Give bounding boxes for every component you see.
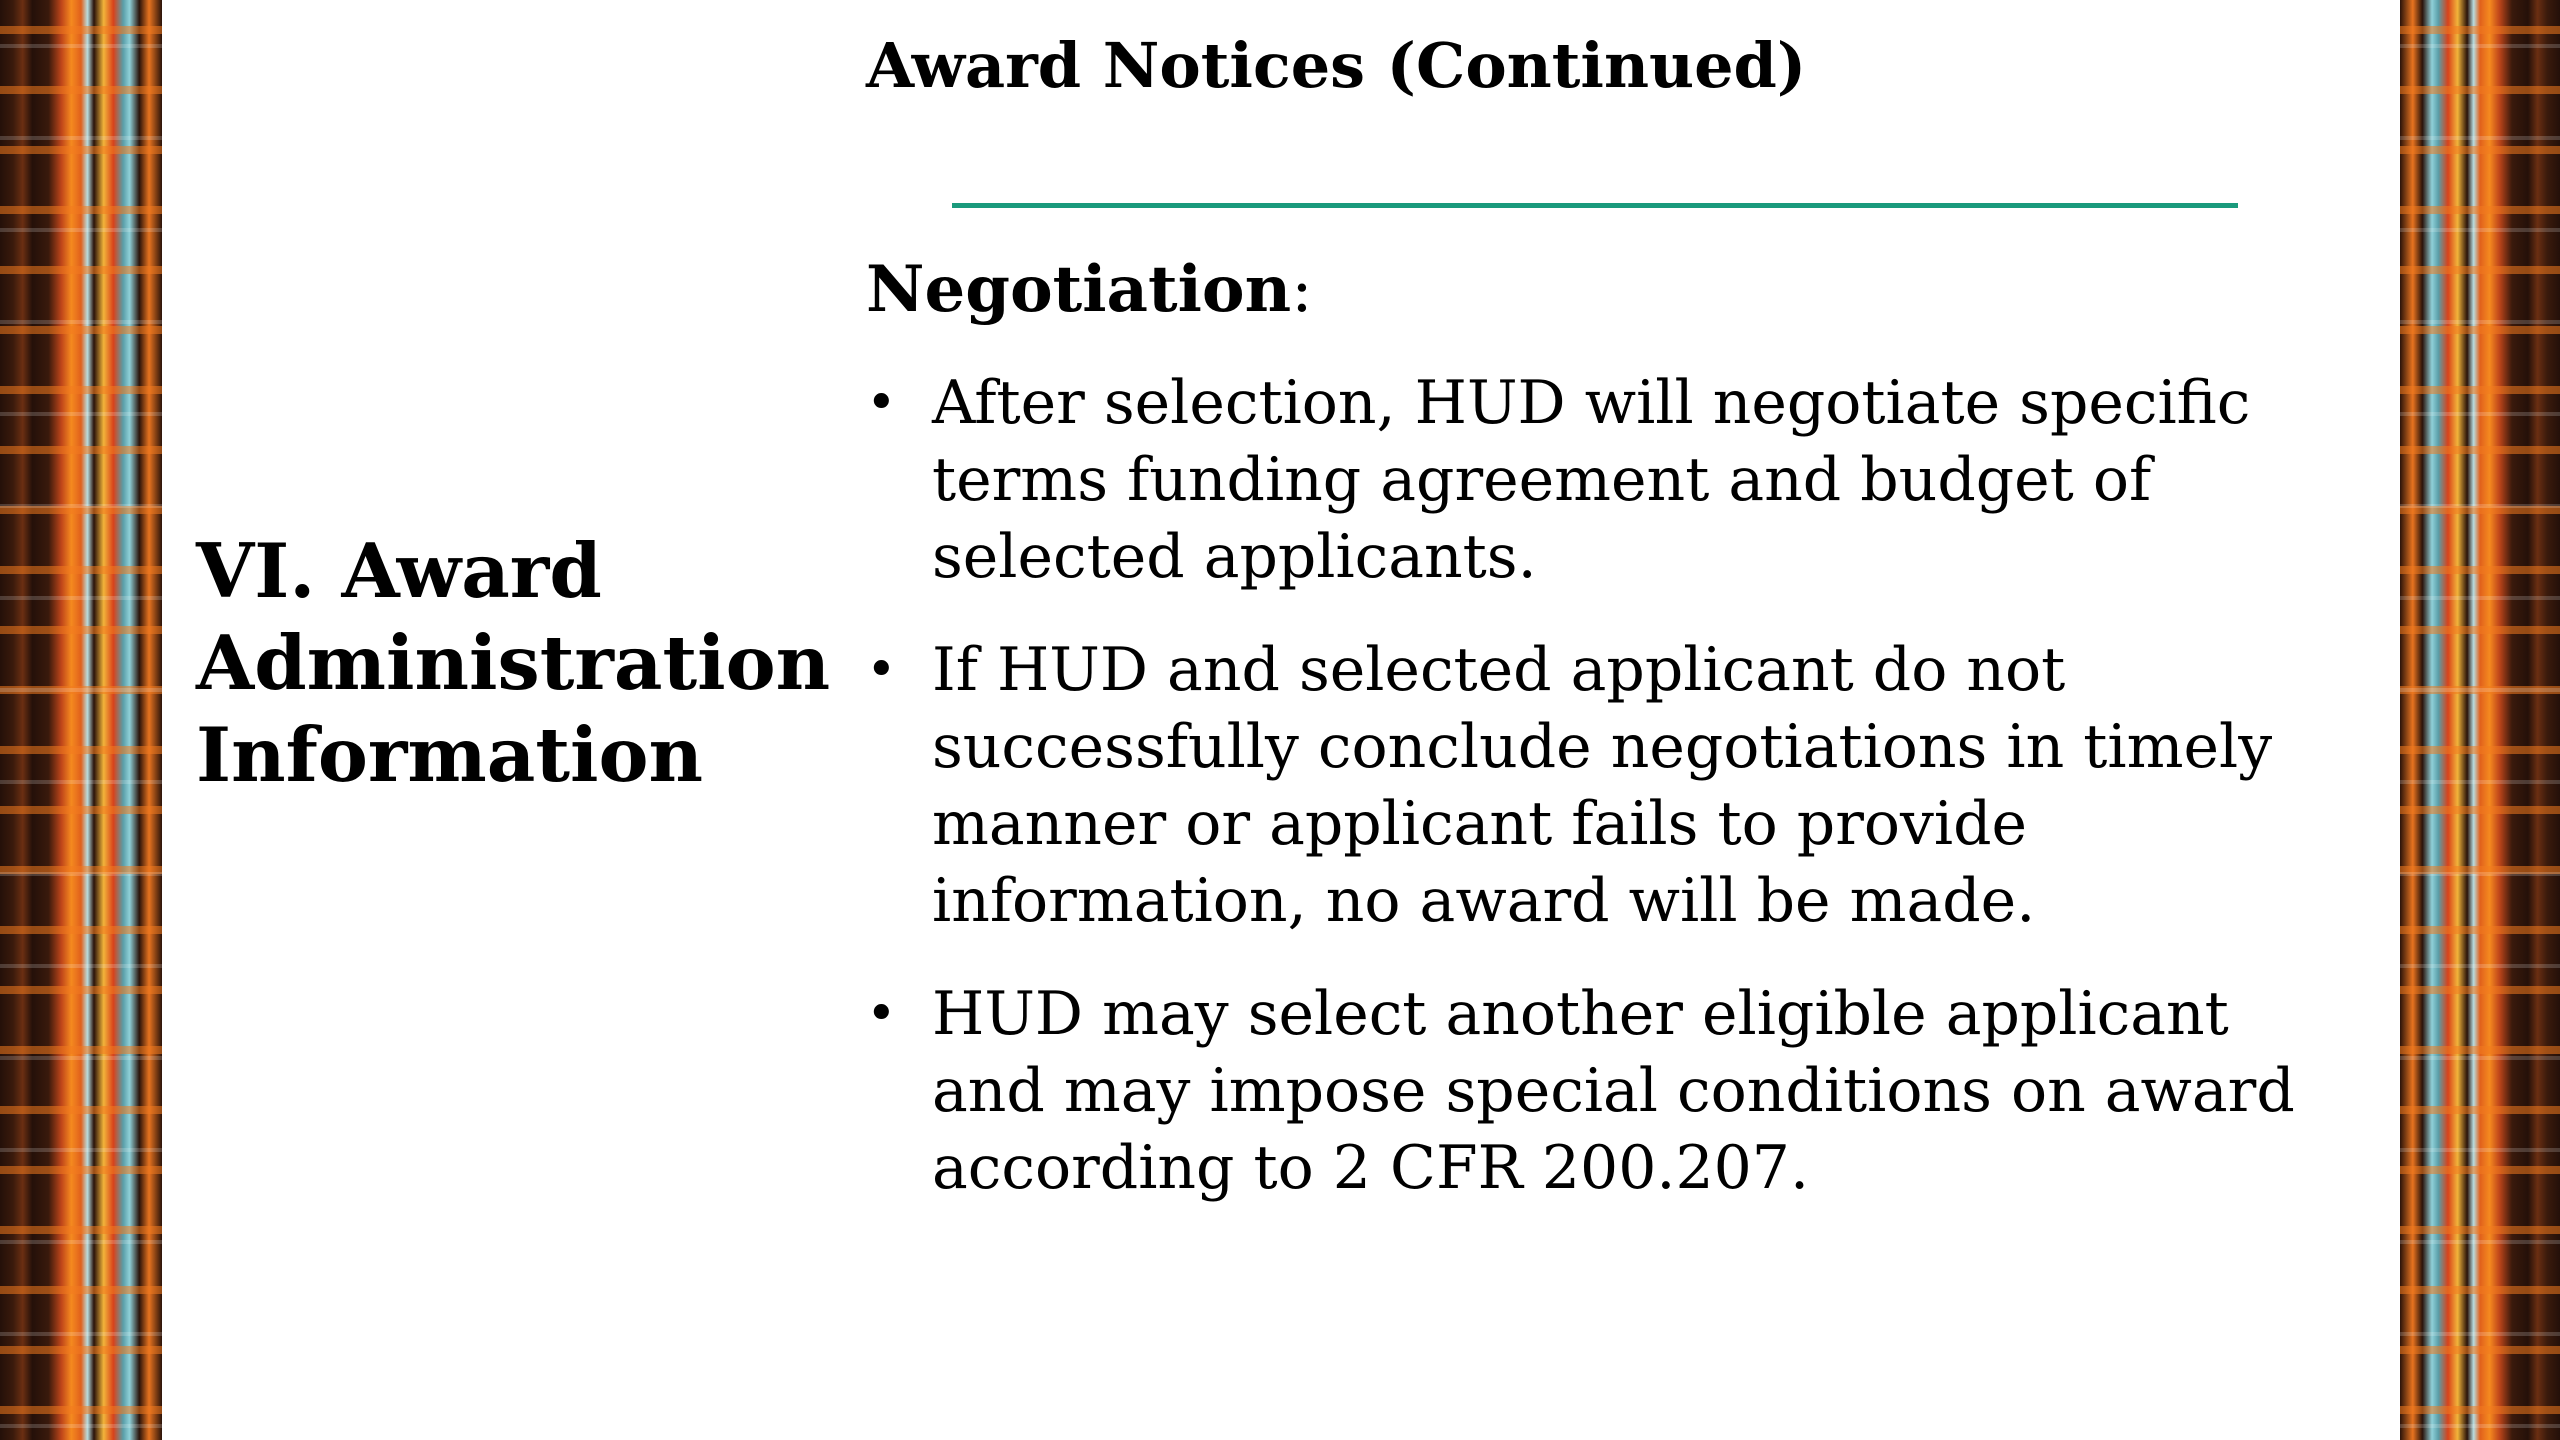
slide-heading: Award Notices (Continued) [866,29,1807,102]
bullet-icon: • [866,640,897,700]
bullet-icon: • [866,984,897,1044]
bullet-item [866,632,2346,940]
bullet-item [866,365,2346,596]
section-title: VI. Award Administration Information [196,527,831,799]
subheading-label: Negotiation [866,252,1292,327]
bullet-list [866,365,2346,1243]
bullet-text: HUD may select another eligible applicant and may impose special conditions on award according to 2 CFR 200.207. [932,979,2295,1203]
left-decorative-border [0,0,162,1440]
bullet-icon: • [866,373,897,433]
subheading-colon: : [1291,253,1313,327]
bullet-item [866,976,2346,1207]
bullet-text: After selection, HUD will negotiate specific terms funding agreement and budget of selected applicants. [932,368,2251,592]
negotiation-subheading [866,248,1313,332]
heading-divider [952,203,2238,208]
bullet-text: If HUD and selected applicant do not successfully conclude negotiations in timely manner or applicant fails to provide information, no award will be made. [932,635,2273,936]
right-decorative-border [2400,0,2560,1440]
